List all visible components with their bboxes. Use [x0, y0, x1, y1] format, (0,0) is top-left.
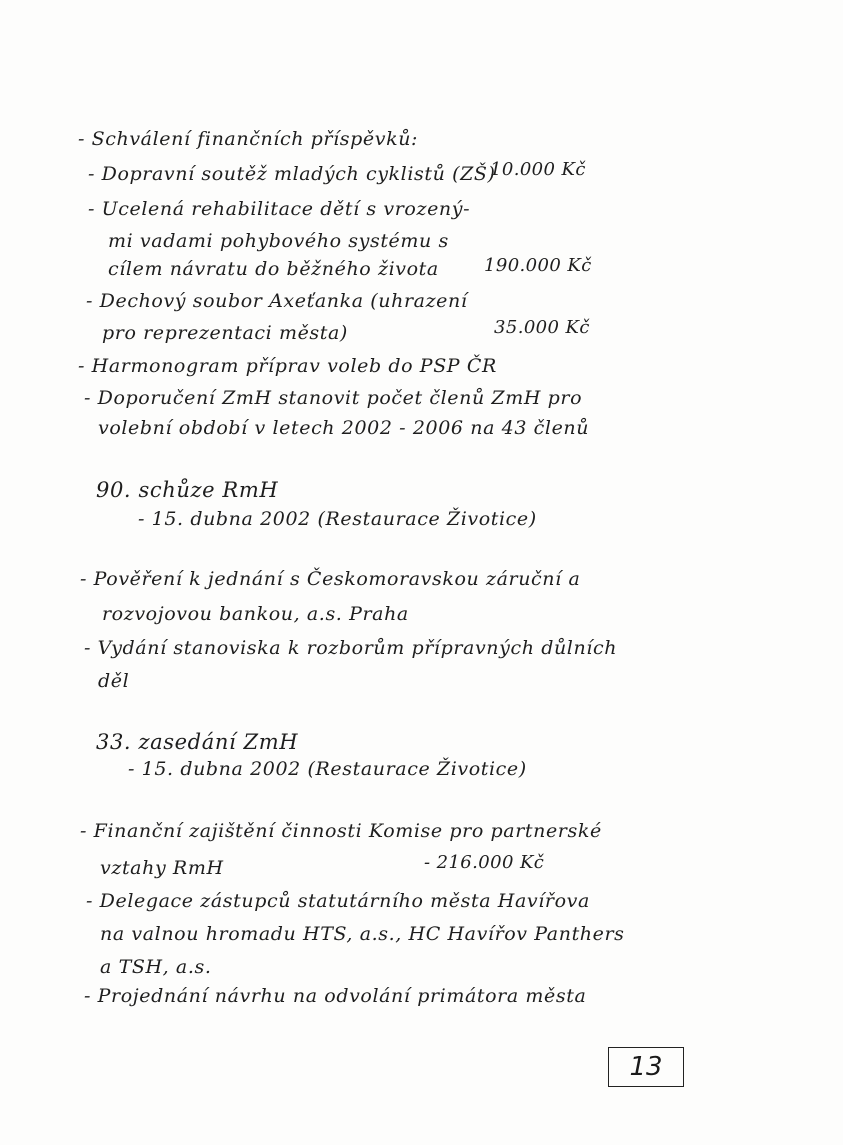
list-item: na valnou hromadu HTS, a.s., HC Havířov Panthers	[100, 923, 625, 945]
list-item: - Pověření k jednání s Českomoravskou záruční a	[80, 568, 581, 590]
list-item: - Harmonogram příprav voleb do PSP ČR	[78, 355, 497, 377]
list-item: - Projednání návrhu na odvolání primátora města	[84, 985, 587, 1007]
list-item: vztahy RmH	[100, 857, 224, 879]
section-title: - Schválení finančních příspěvků:	[78, 128, 419, 150]
list-item: děl	[98, 670, 130, 692]
page-number: 13	[629, 1052, 663, 1082]
meeting-title: 33. zasedání ZmH	[96, 730, 299, 754]
list-item: pro reprezentaci města)	[102, 322, 348, 344]
amount: 190.000 Kč	[484, 255, 592, 276]
list-item: - Dopravní soutěž mladých cyklistů (ZŠ)	[88, 163, 496, 185]
page-number-box	[608, 1047, 684, 1087]
meeting-title: 90. schůze RmH	[96, 478, 279, 502]
amount: 35.000 Kč	[494, 317, 590, 338]
meeting-date: - 15. dubna 2002 (Restaurace Životice)	[138, 508, 537, 530]
list-item: rozvojovou bankou, a.s. Praha	[102, 603, 409, 625]
list-item: - Finanční zajištění činnosti Komise pro partnerské	[80, 820, 602, 842]
list-item: - Vydání stanoviska k rozborům přípravných důlních	[84, 637, 618, 659]
amount: - 216.000 Kč	[424, 852, 545, 873]
list-item: - Doporučení ZmH stanovit počet členů ZmH pro	[84, 387, 583, 409]
meeting-date: - 15. dubna 2002 (Restaurace Životice)	[128, 758, 527, 780]
list-item: a TSH, a.s.	[100, 956, 212, 978]
amount: 10.000 Kč	[490, 159, 586, 180]
list-item: - Delegace zástupců statutárního města Havířova	[86, 890, 590, 912]
list-item: mi vadami pohybového systému s	[108, 230, 449, 252]
list-item: cílem návratu do běžného života	[108, 258, 439, 280]
list-item: - Dechový soubor Axeťanka (uhrazení	[86, 290, 468, 312]
list-item: volební období v letech 2002 - 2006 na 43 členů	[98, 417, 590, 439]
list-item: - Ucelená rehabilitace dětí s vrozený-	[88, 198, 471, 220]
